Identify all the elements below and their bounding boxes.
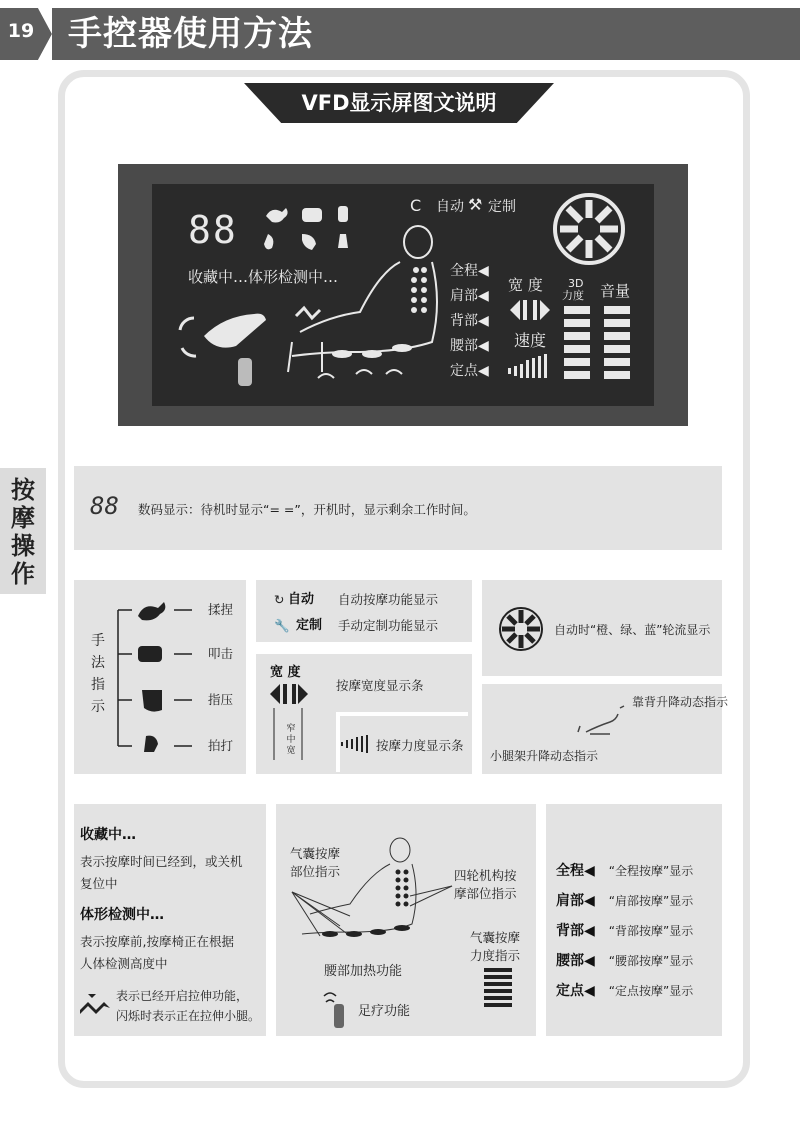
label-char: 法 xyxy=(91,655,105,671)
status-desc-line: 人体检测高度中 xyxy=(80,956,168,971)
status-title-saving: 收藏中… xyxy=(80,827,136,843)
mode-list xyxy=(556,860,693,1010)
hand-item-press: 指压 xyxy=(208,692,234,707)
vfd-body-figure xyxy=(282,222,452,392)
hand-technique-label xyxy=(90,630,106,718)
vfd-mode-item: 肩部◀ xyxy=(450,288,489,304)
color-wheel-icon xyxy=(498,606,544,652)
label-char: 手 xyxy=(91,633,105,649)
bar-label: 中 xyxy=(286,735,296,745)
refresh-icon: ↻ xyxy=(274,592,285,607)
vfd-width-label: 宽 度 xyxy=(508,276,543,294)
bar-label: 窄 xyxy=(286,724,296,734)
airbag-force-line: 气囊按摩 xyxy=(470,930,521,945)
label-char: 示 xyxy=(91,699,105,715)
stretch-desc-line: 闪烁时表示正在拉伸小腿。 xyxy=(116,1009,261,1023)
hand-item-knead: 揉捏 xyxy=(208,602,234,617)
foot-label: 足疗功能 xyxy=(358,1004,411,1019)
four-wheel-line: 摩部位指示 xyxy=(454,886,517,901)
vfd-mode-item: 定点◀ xyxy=(450,363,489,379)
auto-desc: 自动按摩功能显示 xyxy=(338,592,439,607)
wrench-icon: 🔧 xyxy=(274,618,290,633)
mode-desc: “腰部按摩”显示 xyxy=(608,954,694,968)
status-desc-line: 表示按摩时间已经到，或关机 xyxy=(80,854,243,869)
airbag-pos-line: 部位指示 xyxy=(290,864,341,879)
airbag-force-line: 力度指示 xyxy=(470,948,521,963)
vfd-digits: 88 xyxy=(188,208,238,252)
vfd-wrench-icon: ⚒ xyxy=(468,195,483,214)
digit-desc: 数码显示：待机时显示“= =”，开机时，显示剩余工作时间。 xyxy=(138,502,476,517)
recline-leg-text: 小腿架升降动态指示 xyxy=(490,749,599,763)
body-figure xyxy=(290,836,460,956)
vfd-volume-label: 音量 xyxy=(600,282,631,300)
force-desc: 按摩力度显示条 xyxy=(376,738,464,753)
airbag-pos-line: 气囊按摩 xyxy=(290,846,341,861)
side-tab-label: 按摩操作 xyxy=(11,476,35,588)
width-panel-title: 宽 度 xyxy=(270,665,301,680)
mode-row xyxy=(556,920,693,950)
mode-key: 腰部◀ xyxy=(556,953,595,969)
vfd-width-indicator xyxy=(508,298,552,322)
status-desc-line: 复位中 xyxy=(80,876,118,891)
mode-row xyxy=(556,950,693,980)
mode-key: 定点◀ xyxy=(556,983,595,999)
recline-back-text: 靠背升降动态指示 xyxy=(632,695,729,709)
mode-key: 背部◀ xyxy=(556,923,595,939)
vfd-force-label: 力度 xyxy=(562,289,584,302)
mode-desc: “定点按摩”显示 xyxy=(608,984,694,998)
vfd-custom-label: 定制 xyxy=(488,199,516,215)
width-bar-labels xyxy=(283,724,299,757)
waist-heat-label: 腰部加热功能 xyxy=(324,964,403,979)
hand-technique-tree xyxy=(112,596,204,756)
mode-row xyxy=(556,890,693,920)
vfd-auto-label: 自动 xyxy=(436,199,464,215)
vfd-mode-item: 腰部◀ xyxy=(450,338,489,354)
four-wheel-line: 四轮机构按 xyxy=(454,868,517,883)
foot-icon xyxy=(322,990,352,1030)
vfd-level-bars xyxy=(564,306,636,382)
vfd-mode-item: 背部◀ xyxy=(450,313,489,329)
force-bar-icon xyxy=(340,734,372,754)
mode-key: 全程◀ xyxy=(556,863,595,879)
color-wheel-desc: 自动时“橙、绿、蓝”轮流显示 xyxy=(554,623,711,637)
digit-sample: 88 xyxy=(90,492,119,520)
vfd-auto-icon: C xyxy=(410,196,422,215)
stretch-icon xyxy=(78,990,112,1020)
page-title: 手控器使用方法 xyxy=(68,14,313,54)
vfd-color-wheel xyxy=(552,192,626,266)
custom-label: 定制 xyxy=(296,618,323,633)
mode-desc: “背部按摩”显示 xyxy=(608,924,694,938)
status-title-detect: 体形检测中… xyxy=(80,907,164,923)
vfd-speed-bars xyxy=(506,352,550,380)
custom-desc: 手动定制功能显示 xyxy=(338,618,439,633)
mode-row xyxy=(556,860,693,890)
label-char: 指 xyxy=(91,677,105,693)
mode-desc: “全程按摩”显示 xyxy=(608,864,694,878)
vfd-mode-item: 全程◀ xyxy=(450,263,489,279)
subtitle: VFD显示屏图文说明 xyxy=(301,91,497,115)
vfd-3d-label: 3D xyxy=(568,277,584,290)
page-number: 19 xyxy=(7,20,35,42)
recline-chair-icon xyxy=(576,704,632,744)
width-desc: 按摩宽度显示条 xyxy=(336,678,424,693)
bar-label: 宽 xyxy=(286,746,296,756)
stretch-desc-line: 表示已经开启拉伸功能， xyxy=(116,989,249,1003)
vfd-speed-label: 速度 xyxy=(514,331,547,350)
status-desc-line: 表示按摩前,按摩椅正在根据 xyxy=(80,934,234,949)
mode-row xyxy=(556,980,693,1010)
vfd-status-text: 收藏中…体形检测中… xyxy=(188,268,339,286)
airbag-force-bars xyxy=(484,968,512,1014)
mode-desc: “肩部按摩”显示 xyxy=(608,894,694,908)
vfd-mode-list xyxy=(450,262,489,387)
hand-item-tap: 叩击 xyxy=(208,646,234,661)
auto-label: 自动 xyxy=(288,592,315,607)
mode-key: 肩部◀ xyxy=(556,893,595,909)
hand-item-pat: 拍打 xyxy=(208,738,234,753)
